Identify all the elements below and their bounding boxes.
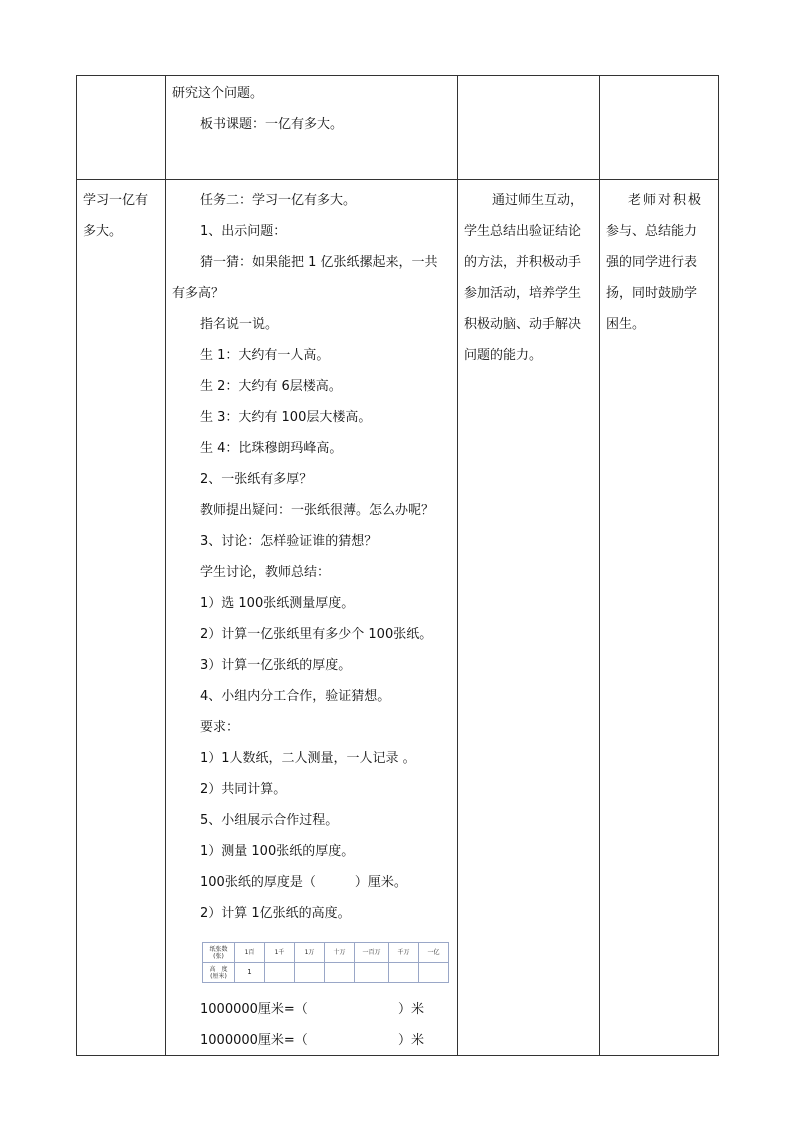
row2-col2 bbox=[166, 180, 458, 1056]
row1-col3 bbox=[458, 76, 600, 180]
text-line: 困生。 bbox=[606, 317, 646, 332]
text-line: 生 2：大约有 6层楼高。 bbox=[200, 379, 342, 394]
text-line: 1）选 100张纸测量厚度。 bbox=[200, 596, 355, 611]
height-table bbox=[202, 942, 449, 983]
row2-col3 bbox=[458, 180, 600, 1056]
column-header: 千万 bbox=[389, 943, 419, 963]
text-line: 扬，同时鼓励学 bbox=[606, 286, 698, 301]
text-line: 3）计算一亿张纸的厚度。 bbox=[200, 658, 352, 673]
text-line: 生 4：比珠穆朗玛峰高。 bbox=[200, 441, 343, 456]
value-cell bbox=[295, 963, 325, 983]
value-cell bbox=[389, 963, 419, 983]
column-header: 十万 bbox=[325, 943, 355, 963]
text-line: 有多高？ bbox=[172, 286, 225, 301]
text-line: 问题的能力。 bbox=[464, 348, 543, 363]
section-title-line: 多大。 bbox=[83, 224, 123, 239]
text-line: 研究这个问题。 bbox=[172, 86, 264, 101]
text-line: 1）测量 100张纸的厚度。 bbox=[200, 844, 355, 859]
row1-col2 bbox=[166, 76, 458, 180]
text-line: 生 3：大约有 100层大楼高。 bbox=[200, 410, 372, 425]
table-row bbox=[203, 963, 449, 983]
text-line: 2）共同计算。 bbox=[200, 782, 287, 797]
row2-col4 bbox=[600, 180, 719, 1056]
section-title-line: 学习一亿有 bbox=[83, 193, 149, 208]
text-line: 的方法，并积极动手 bbox=[464, 255, 582, 270]
text-line: 指名说一说。 bbox=[200, 317, 279, 332]
lesson-plan-table bbox=[76, 75, 719, 1056]
table-row bbox=[203, 943, 449, 963]
text-line: 参与、总结能力 bbox=[606, 224, 698, 239]
table-row bbox=[77, 76, 719, 180]
text-line: 任务二：学习一亿有多大。 bbox=[200, 193, 357, 208]
row-label-cell: 高 度 (厘米) bbox=[203, 963, 235, 983]
text-line: 生 1：大约有一人高。 bbox=[200, 348, 330, 363]
text-line: 猜一猜：如果能把 1 亿张纸摞起来，一共 bbox=[200, 255, 438, 270]
text-line: 2、一张纸有多厚？ bbox=[200, 472, 313, 487]
text-line: 通过师生互动， bbox=[492, 193, 584, 208]
text-line: 3、讨论：怎样验证谁的猜想？ bbox=[200, 534, 378, 549]
table-row bbox=[77, 180, 719, 1056]
text-line: 要求： bbox=[200, 720, 240, 735]
text-line: 100张纸的厚度是（ ）厘米。 bbox=[200, 875, 407, 890]
text-line: 2）计算一亿张纸里有多少个 100张纸。 bbox=[200, 627, 433, 642]
conversion-left: 1000000厘米=（ bbox=[200, 1002, 308, 1017]
evaluation-text bbox=[600, 180, 718, 1055]
value-cell bbox=[419, 963, 449, 983]
value-cell: 1 bbox=[235, 963, 265, 983]
text-line: 1、出示问题： bbox=[200, 224, 287, 239]
text-line: 4、小组内分工合作，验证猜想。 bbox=[200, 689, 391, 704]
text-line: 积极动脑、动手解决 bbox=[464, 317, 582, 332]
text-line: 学生总结出验证结论 bbox=[464, 224, 582, 239]
design-intent-text bbox=[458, 180, 599, 1055]
text-line: 板书课题：一亿有多大。 bbox=[200, 117, 344, 132]
text-line: 教师提出疑问：一张纸很薄。怎么办呢？ bbox=[200, 503, 435, 518]
column-header: 一亿 bbox=[419, 943, 449, 963]
text-line: 5、小组展示合作过程。 bbox=[200, 813, 339, 828]
text-line: 学生讨论，教师总结： bbox=[200, 565, 331, 580]
column-header: 1万 bbox=[295, 943, 325, 963]
procedure-text bbox=[166, 180, 457, 1055]
value-cell bbox=[355, 963, 389, 983]
text-line: 强的同学进行表 bbox=[606, 255, 698, 270]
text-line: 2）计算 1亿张纸的高度。 bbox=[200, 906, 351, 921]
conversion-right: ）米 bbox=[398, 1033, 425, 1048]
value-cell bbox=[325, 963, 355, 983]
conversion-right: ）米 bbox=[398, 1002, 425, 1017]
column-header: 一百万 bbox=[355, 943, 389, 963]
text-line: 1）1人数纸，二人测量，一人记录 。 bbox=[200, 751, 416, 766]
conversion-left: 1000000厘米=（ bbox=[200, 1033, 308, 1048]
value-cell bbox=[265, 963, 295, 983]
row1-col4 bbox=[600, 76, 719, 180]
text-line: 老师对积极 bbox=[628, 193, 704, 208]
row1-col1 bbox=[77, 76, 166, 180]
column-header: 1百 bbox=[235, 943, 265, 963]
header-label-cell: 纸张数 (张) bbox=[203, 943, 235, 963]
row2-col1 bbox=[77, 180, 166, 1056]
column-header: 1千 bbox=[265, 943, 295, 963]
text-line: 参加活动，培养学生 bbox=[464, 286, 582, 301]
